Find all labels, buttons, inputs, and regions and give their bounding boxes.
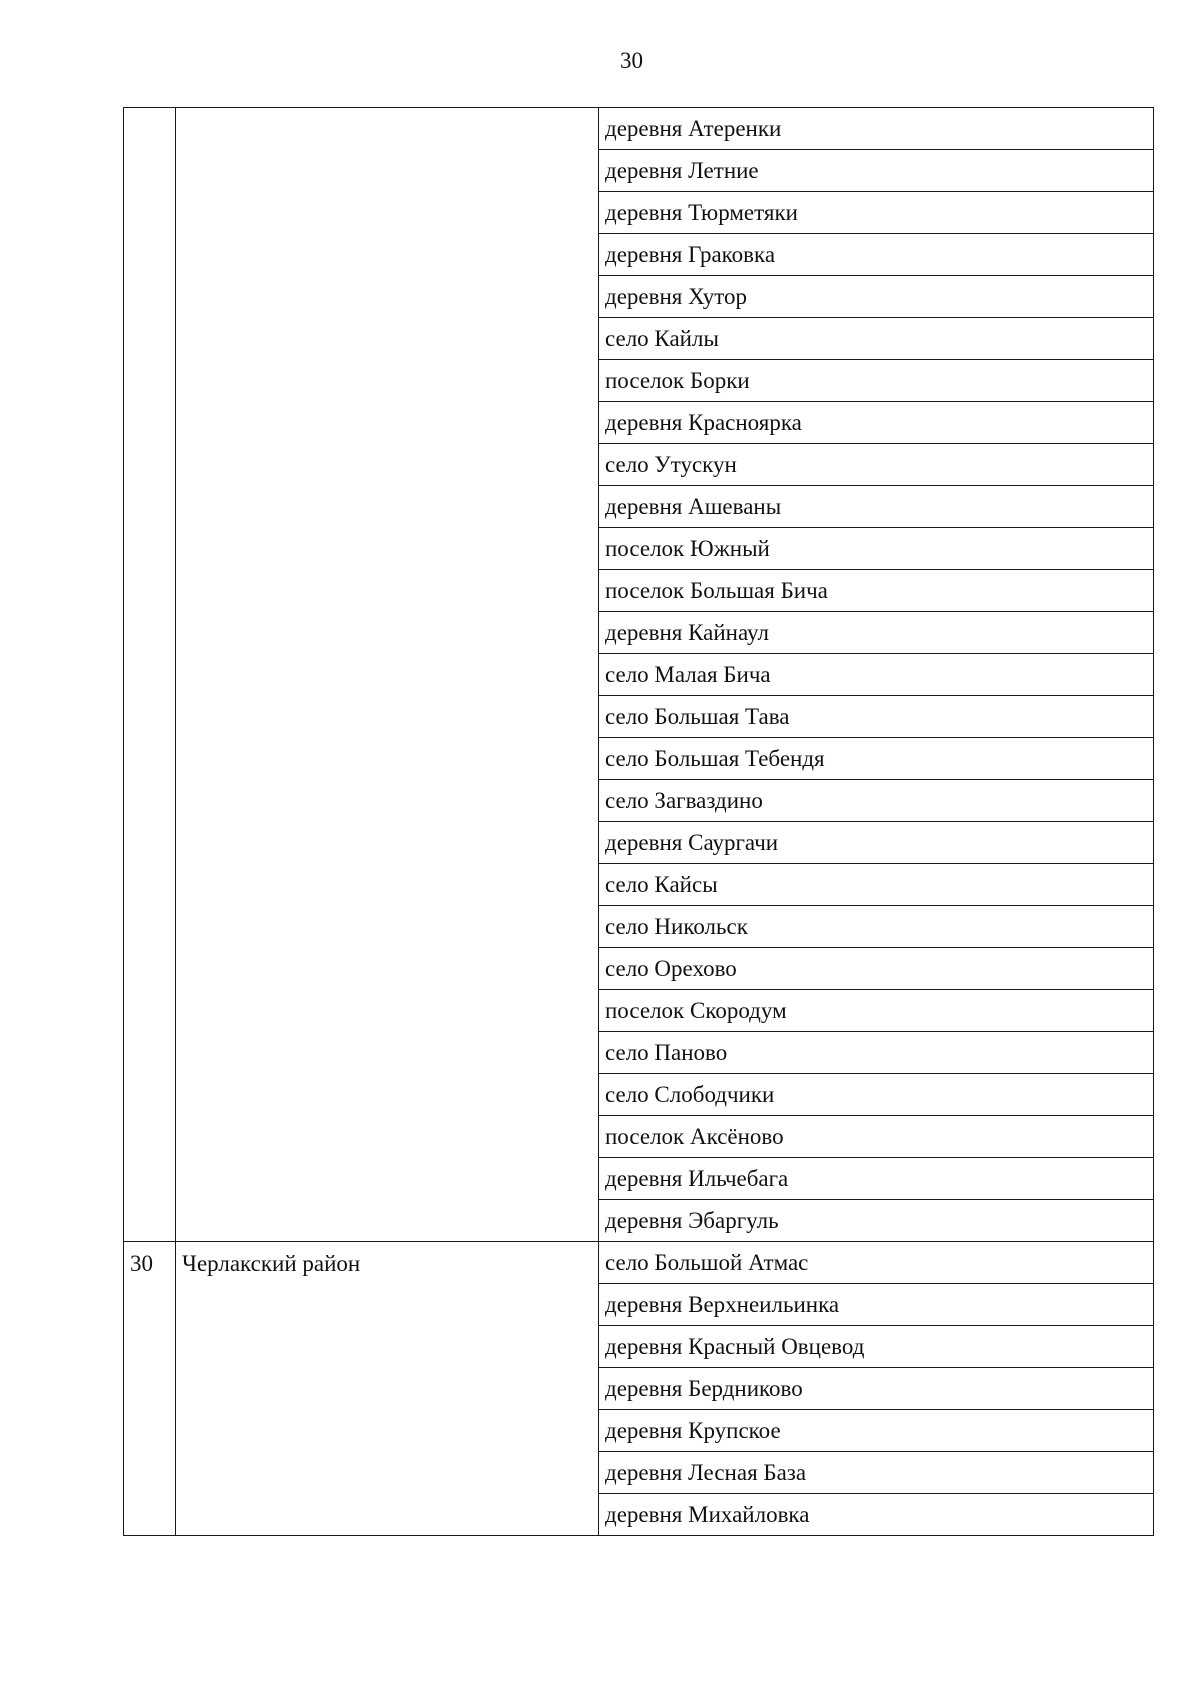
settlement-cell: деревня Хутор	[599, 276, 1154, 318]
page-number: 30	[620, 48, 643, 73]
settlement-cell: поселок Аксёново	[599, 1116, 1154, 1158]
settlement-cell: село Утускун	[599, 444, 1154, 486]
settlement-cell: деревня Крупское	[599, 1410, 1154, 1452]
settlement-cell: поселок Борки	[599, 360, 1154, 402]
settlement-cell: поселок Большая Бича	[599, 570, 1154, 612]
settlement-cell: деревня Ашеваны	[599, 486, 1154, 528]
settlement-cell: деревня Летние	[599, 150, 1154, 192]
table-row	[124, 108, 1154, 150]
settlement-cell: деревня Кайнаул	[599, 612, 1154, 654]
settlement-cell: деревня Граковка	[599, 234, 1154, 276]
settlement-cell: поселок Скородум	[599, 990, 1154, 1032]
table-body	[124, 108, 1154, 1536]
settlement-cell: село Слободчики	[599, 1074, 1154, 1116]
row-number-cell: 30	[124, 1242, 176, 1536]
settlement-cell: поселок Южный	[599, 528, 1154, 570]
settlement-cell: село Кайлы	[599, 318, 1154, 360]
settlement-cell: село Паново	[599, 1032, 1154, 1074]
settlements-table	[123, 107, 1154, 1536]
settlement-cell: деревня Ильчебага	[599, 1158, 1154, 1200]
settlement-cell: деревня Бердниково	[599, 1368, 1154, 1410]
settlement-cell: село Кайсы	[599, 864, 1154, 906]
row-number-cell	[124, 108, 176, 1242]
settlement-cell: село Большая Тава	[599, 696, 1154, 738]
settlement-cell: деревня Тюрметяки	[599, 192, 1154, 234]
settlement-cell: деревня Михайловка	[599, 1494, 1154, 1536]
settlement-cell: село Загваздино	[599, 780, 1154, 822]
settlement-cell: село Никольск	[599, 906, 1154, 948]
table-row	[124, 1242, 1154, 1284]
settlement-cell: деревня Атеренки	[599, 108, 1154, 150]
settlement-cell: деревня Лесная База	[599, 1452, 1154, 1494]
settlement-cell: село Орехово	[599, 948, 1154, 990]
settlement-cell: село Большой Атмас	[599, 1242, 1154, 1284]
settlement-cell: деревня Эбаргуль	[599, 1200, 1154, 1242]
settlement-cell: деревня Верхнеильинка	[599, 1284, 1154, 1326]
district-name-cell: Черлакский район	[176, 1242, 599, 1536]
settlement-cell: деревня Саургачи	[599, 822, 1154, 864]
district-name-cell	[176, 108, 599, 1242]
settlement-cell: деревня Красноярка	[599, 402, 1154, 444]
settlement-cell: деревня Красный Овцевод	[599, 1326, 1154, 1368]
settlement-cell: село Большая Тебендя	[599, 738, 1154, 780]
settlement-cell: село Малая Бича	[599, 654, 1154, 696]
